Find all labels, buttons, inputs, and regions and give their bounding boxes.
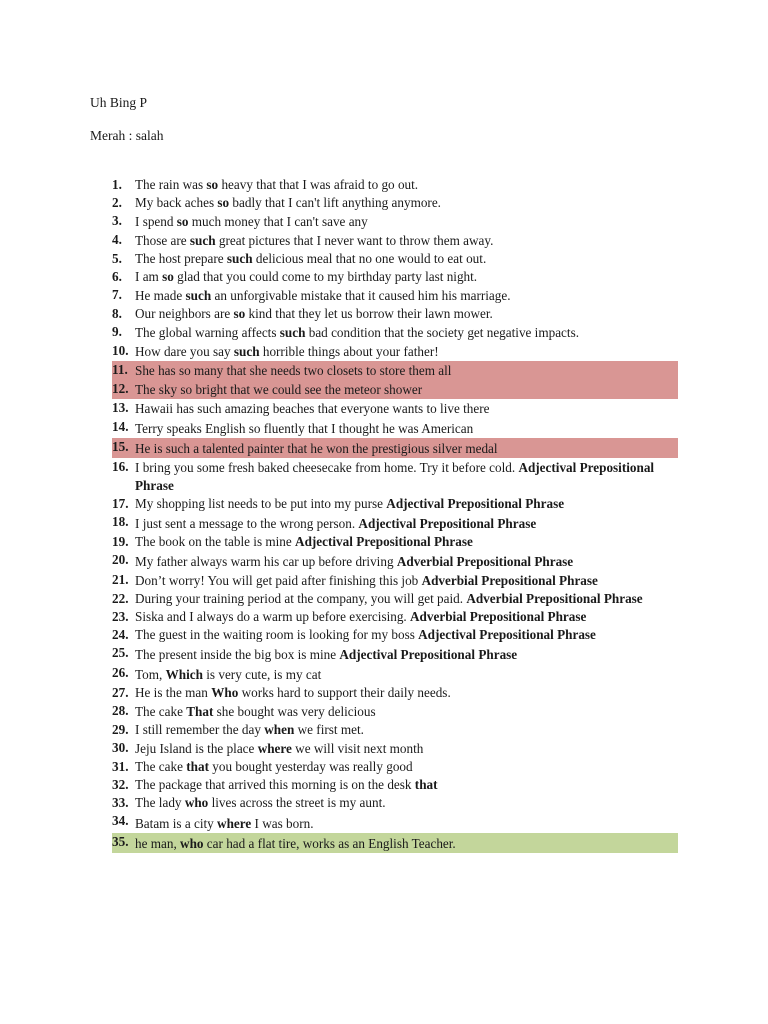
item-text-segment: During your training period at the company, you will get paid. — [135, 591, 467, 606]
list-item — [112, 776, 678, 794]
item-text-segment: The cake — [135, 704, 187, 719]
item-text — [135, 685, 451, 700]
item-keyword: Adjectival Prepositional Phrase — [418, 627, 596, 642]
list-item — [112, 812, 678, 833]
item-keyword: Adjectival Prepositional Phrase — [135, 460, 655, 493]
item-text-segment: badly that I can't lift anything anymore. — [229, 195, 441, 210]
item-number: 10. — [112, 343, 129, 358]
item-text-segment: The book on the table is mine — [135, 534, 296, 549]
list-item — [112, 739, 678, 758]
item-number: 29. — [112, 722, 129, 737]
item-text-segment: Terry speaks English so fluently that I thought he was American — [135, 421, 474, 436]
item-text — [135, 534, 473, 549]
item-text-segment: The package that arrived this morning is on the desk — [135, 777, 415, 792]
item-text-segment: He made — [135, 288, 186, 303]
item-number: 22. — [112, 591, 129, 606]
item-number: 16. — [112, 459, 129, 474]
item-keyword: Who — [211, 685, 239, 700]
item-text-segment: much money that I can't save any — [188, 214, 368, 229]
item-text — [135, 441, 498, 456]
list-item — [112, 644, 678, 664]
item-text-segment: Hawaii has such amazing beaches that everyone wants to live there — [135, 401, 490, 416]
item-keyword: that — [414, 777, 438, 792]
item-number: 5. — [112, 251, 122, 266]
list-item — [112, 176, 678, 194]
list-item — [112, 250, 678, 268]
item-text-segment: Siska and I always do a warm up before exercising. — [135, 609, 411, 624]
item-keyword: Adverbial Prepositional Phrase — [410, 609, 587, 624]
item-text-segment: lives across the street is my aunt. — [208, 795, 386, 810]
item-keyword: so — [176, 214, 189, 229]
list-item — [112, 684, 678, 702]
list-item — [112, 702, 678, 721]
item-text — [135, 269, 477, 284]
list-item — [112, 342, 678, 361]
item-text-segment: Don’t worry! You will get paid after finishing this job — [135, 573, 422, 588]
item-text — [135, 496, 564, 511]
item-number: 18. — [112, 514, 129, 529]
item-text — [135, 609, 586, 624]
list-item — [112, 305, 678, 323]
item-number: 7. — [112, 287, 122, 302]
item-keyword: such — [189, 233, 216, 248]
item-text — [135, 382, 422, 397]
item-text — [135, 214, 368, 229]
item-text — [135, 233, 493, 248]
item-text-segment: I am — [135, 269, 163, 284]
item-text-segment: great pictures that I never want to throw them away. — [215, 233, 494, 248]
list-item — [112, 608, 678, 626]
item-text-segment: I was born. — [251, 816, 314, 831]
item-text-segment: My shopping list needs to be put into my purse — [135, 496, 387, 511]
item-text — [135, 647, 517, 662]
list-item — [112, 626, 678, 644]
list-item — [112, 323, 678, 342]
item-keyword: so — [206, 177, 219, 192]
item-number: 19. — [112, 534, 129, 549]
item-text-segment: Our neighbors are — [135, 306, 234, 321]
item-keyword: Adjectival Prepositional Phrase — [386, 496, 565, 511]
item-number: 4. — [112, 232, 122, 247]
item-text-segment: I bring you some fresh baked cheesecake from home. Try it before cold. — [135, 460, 519, 475]
exercise-list — [112, 176, 678, 853]
item-text — [135, 195, 441, 210]
item-text-segment: The global warning affects — [135, 325, 280, 340]
item-text-segment: glad that you could come to my birthday party last night. — [173, 269, 478, 284]
item-keyword: where — [257, 741, 292, 756]
item-text-segment: we will visit next month — [291, 741, 424, 756]
item-number: 1. — [112, 177, 122, 192]
item-text-segment: Batam is a city — [135, 816, 218, 831]
item-keyword: such — [279, 325, 306, 340]
item-number: 13. — [112, 400, 129, 415]
item-text-segment: I just sent a message to the wrong person. — [135, 516, 359, 531]
item-keyword: That — [186, 704, 214, 719]
item-text — [135, 516, 536, 531]
item-text-segment: The host prepare — [135, 251, 227, 266]
list-item — [112, 212, 678, 231]
item-number: 6. — [112, 269, 122, 284]
list-item — [112, 794, 678, 812]
list-item — [112, 495, 678, 513]
item-text — [135, 288, 511, 303]
item-text — [135, 306, 493, 321]
item-text — [135, 591, 643, 606]
item-text — [135, 627, 596, 642]
item-text-segment: you bought yesterday was really good — [208, 759, 413, 774]
item-text-segment: heavy that that I was afraid to go out. — [218, 177, 419, 192]
item-text-segment: kind that they let us borrow their lawn mower. — [245, 306, 493, 321]
item-text-segment: works hard to support their daily needs. — [238, 685, 451, 700]
item-text — [135, 325, 579, 340]
item-keyword: where — [217, 816, 252, 831]
document-header-name: Uh Bing P — [90, 95, 148, 110]
item-text — [135, 741, 423, 756]
item-number: 27. — [112, 685, 129, 700]
item-keyword: Adverbial Prepositional Phrase — [396, 554, 574, 569]
item-text — [135, 573, 598, 588]
list-item — [112, 458, 678, 495]
item-number: 32. — [112, 777, 129, 792]
item-text-segment: The guest in the waiting room is looking for my boss — [135, 627, 419, 642]
item-number: 3. — [112, 213, 122, 228]
item-text-segment: Those are — [135, 233, 190, 248]
item-keyword: who — [180, 836, 204, 851]
item-text-segment: an unforgivable mistake that it caused him his marriage. — [211, 288, 511, 303]
item-text-segment: The present inside the big box is mine — [135, 647, 340, 662]
item-keyword: Adjectival Prepositional Phrase — [339, 647, 518, 662]
item-text-segment: He is the man — [135, 685, 212, 700]
item-text — [135, 421, 473, 436]
item-number: 31. — [112, 759, 129, 774]
item-text — [135, 401, 489, 416]
item-number: 33. — [112, 795, 129, 810]
item-keyword: such — [185, 288, 212, 303]
item-text — [135, 722, 364, 737]
item-text — [135, 460, 654, 493]
list-item-marked-wrong — [112, 438, 678, 458]
item-number: 30. — [112, 740, 129, 755]
item-number: 35. — [112, 834, 129, 849]
item-text — [135, 344, 439, 359]
item-keyword: that — [186, 759, 209, 774]
item-number: 24. — [112, 627, 129, 642]
list-item — [112, 664, 678, 684]
list-item — [112, 571, 678, 590]
item-text-segment: Tom, — [135, 667, 166, 682]
item-text — [135, 554, 573, 569]
item-text — [135, 795, 386, 810]
item-number: 26. — [112, 665, 129, 680]
item-text-segment: horrible things about your father! — [259, 344, 439, 359]
item-number: 20. — [112, 552, 129, 567]
item-number: 9. — [112, 324, 122, 339]
item-keyword: such — [226, 251, 253, 266]
item-text — [135, 177, 418, 192]
list-item-marked-wrong — [112, 361, 678, 380]
item-keyword: who — [184, 795, 209, 810]
item-keyword: so — [162, 269, 174, 284]
item-keyword: such — [233, 344, 260, 359]
item-keyword: so — [233, 306, 246, 321]
item-keyword: Adverbial Prepositional Phrase — [421, 573, 598, 588]
item-text-segment: The lady — [135, 795, 185, 810]
list-item — [112, 758, 678, 776]
document-header-legend: Merah : salah — [90, 128, 164, 143]
list-item — [112, 590, 678, 608]
item-number: 34. — [112, 813, 129, 828]
item-number: 17. — [112, 496, 129, 511]
item-text-segment: How dare you say — [135, 344, 234, 359]
item-text-segment: I spend — [135, 214, 177, 229]
item-text — [135, 759, 413, 774]
item-text-segment: is very cute, is my cat — [202, 667, 322, 682]
item-text-segment: My father always warm his car up before driving — [135, 554, 397, 569]
item-number: 12. — [112, 381, 129, 396]
item-text-segment: we first met. — [294, 722, 364, 737]
item-text-segment: I still remember the day — [135, 722, 265, 737]
item-keyword: Adjectival Prepositional Phrase — [295, 534, 473, 549]
item-keyword: Which — [165, 667, 203, 682]
list-item — [112, 513, 678, 533]
item-text — [135, 363, 451, 378]
item-text — [135, 704, 376, 719]
item-text — [135, 667, 321, 682]
item-text-segment: He is such a talented painter that he won the prestigious silver medal — [135, 441, 498, 456]
list-item — [112, 399, 678, 418]
item-keyword: when — [264, 722, 295, 737]
list-item — [112, 231, 678, 250]
item-keyword: Adverbial Prepositional Phrase — [466, 591, 643, 606]
item-text-segment: bad condition that the society get negative impacts. — [305, 325, 580, 340]
list-item — [112, 551, 678, 571]
item-text-segment: she bought was very delicious — [213, 704, 376, 719]
item-text-segment: The rain was — [135, 177, 207, 192]
item-number: 23. — [112, 609, 129, 624]
list-item-marked-correct — [112, 833, 678, 853]
item-keyword: so — [217, 195, 230, 210]
list-item — [112, 533, 678, 551]
item-number: 15. — [112, 439, 129, 454]
item-text — [135, 836, 456, 851]
item-text-segment: he man, — [135, 836, 181, 851]
item-text-segment: My back aches — [135, 195, 218, 210]
list-item — [112, 268, 678, 286]
list-item — [112, 418, 678, 438]
item-text-segment: The cake — [135, 759, 187, 774]
item-number: 14. — [112, 419, 129, 434]
item-text — [135, 777, 438, 792]
list-item — [112, 286, 678, 305]
item-number: 8. — [112, 306, 122, 321]
list-item — [112, 721, 678, 739]
item-text — [135, 816, 314, 831]
item-text — [135, 251, 486, 266]
item-text-segment: Jeju Island is the place — [135, 741, 258, 756]
list-item-marked-wrong — [112, 380, 678, 399]
item-text-segment: The sky so bright that we could see the meteor shower — [135, 382, 423, 397]
list-item — [112, 194, 678, 212]
item-number: 28. — [112, 703, 129, 718]
item-number: 21. — [112, 572, 129, 587]
item-text-segment: She has so many that she needs two closets to store them all — [135, 363, 452, 378]
item-number: 2. — [112, 195, 122, 210]
item-text-segment: car had a flat tire, works as an English Teacher. — [203, 836, 456, 851]
item-number: 11. — [112, 362, 128, 377]
item-keyword: Adjectival Prepositional Phrase — [358, 516, 537, 531]
item-number: 25. — [112, 645, 129, 660]
item-text-segment: delicious meal that no one would to eat out. — [252, 251, 487, 266]
